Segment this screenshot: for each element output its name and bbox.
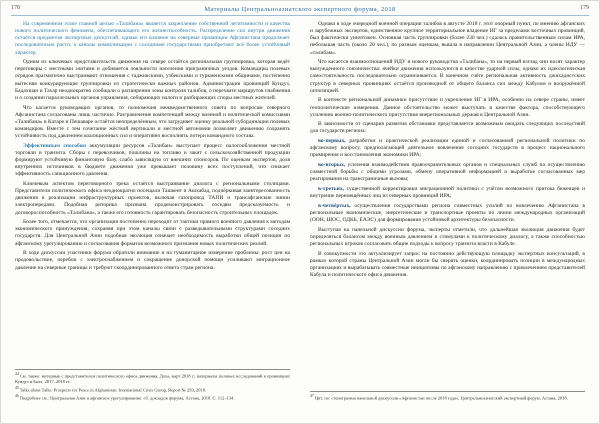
paragraph-lead: Эффективным способом (23, 142, 87, 149)
paragraph: Выступая на панельной дискуссии форума, эксперты отметили, что дальнейшая эволюция движения будет определяться балансом между военным давлением и стимулами к политическому диалогу, а также способностью региональных игроков согласовать общие подходы к вопросу транзита власти в Кабуле. (310, 226, 585, 247)
running-header (11, 1, 589, 16)
paragraph: В контексте региональной динамики присутствие и укрепление ИГ в ИРА, особенно на севере страны, имеет геополитические измерения. Данное обстоятельство может выступать в качестве фактора, способствующего усилению военно-политического присутствия внерегиональных держав в Центральной Азии. (310, 97, 585, 118)
paragraph-text: существенной корректировки миграционной политики с учётом возможного притока беженцев и внутренне перемещённых лиц из северных провинций ИРА; (310, 185, 585, 200)
paragraph: В ходе дискуссии участники форума обратили внимание и на гуманитарное измерение проблемы: рост цен на продовольствие, перебои с электроснабжением и сокращение донорской помощи усиливают миграционное давление на северные границы и требуют скоординированного ответа стран региона. (15, 250, 290, 271)
footnotes-right (310, 391, 585, 402)
paragraph: Однако в ходе очередной военной операции талибов в августе 2018 г. этот опорный пункт, по мнению афганских и зарубежных экспертов, единственное крупное территориальное владение ИГ за пределами восточных провинций, был фактически уничтожен. Основная часть группировки (более 230 чел.) сдалась правительственным силам ИРА, небольшая часть (около 20 чел.), по разным оценкам, вышла в направлении Центральной Азии, а члены ИДУ — «талибам». (310, 21, 585, 56)
paragraph-lead: в-четвёртых, (318, 202, 351, 209)
right-page-column (310, 21, 585, 402)
footnote-text: Цит. по: стенограмма панельной дискуссии «Афганистан после 2018 года», Центральноазиатский экспертный форум, Астана, 2018. (314, 395, 568, 401)
paragraph: Что касается руководящих органов, то полномочия межведомственного совета по вопросам северного Афганистана согласованы лишь частично. Разграничение компетенций между военной и политической комиссиями «Талибана» в Катаре и Пешаваре остаётся неопределённым, что затрудняет оценку реальной субординации полевых командиров. Вместе с тем сочетание жёсткой вертикали и местной автономии позволяет движению сохранять устойчивость под давлением коалиционных сил и оперативно восполнять потери командного состава. (15, 104, 290, 140)
paragraph-lead: во-вторых, (318, 162, 346, 169)
page-number-left: 178 (11, 5, 20, 11)
footnote (15, 372, 290, 385)
footnote (15, 394, 290, 401)
left-page-column (15, 21, 290, 402)
paragraph-text: осуществления государствами региона совместных усилий по вовлечению Афганистана в региональные экономические, энергетические и транспортные проекты по линии международных организаций (ООН, ШОС, ОДКБ, ЕАЭС) для формирования устойчивой архитектуры безопасности. (310, 202, 585, 224)
paragraph-lead: в-третьих, (318, 185, 344, 192)
paragraph (310, 138, 585, 159)
page-columns (1, 16, 599, 408)
footnote-text: Talks about Talks: Prospects for Peace in Afghanistan. International Crisis Group, Report № 293, 2018. (19, 387, 207, 392)
footnotes-left (15, 369, 290, 403)
paragraph (310, 203, 585, 224)
paragraph (15, 143, 290, 179)
paragraph (310, 186, 585, 200)
paragraph: В совокупности это актуализирует запрос на постоянно действующую площадку экспертных консультаций, в рамках которой страны Центральной Азии могли бы сверять оценки, координировать позиции в международных организациях и вырабатывать совместные инициативы по афганскому направлению с привлечением представителей Кабула и политического офиса движения. (310, 250, 585, 278)
footnote-text: См. также: интервью с представителем политического офиса движения, Доха, март 2018 г.; материалы полевых исследований в провинциях Кундуз и Балх, 2017–2018 гг. (15, 373, 290, 384)
paragraph: На современном этапе главной целью «Талибана» является закрепление собственной легитимности и качества нового политического феномена, обеспечивающего его жизнеспособность. Распределение сил внутри движения остаётся предметом экспертных дискуссий, однако его влияние на северные провинции Афганистана продолжает последовательно расти, а каналы коммуникации с соседними государствами приобретают всё более устойчивый характер. (15, 21, 290, 56)
footnote (310, 394, 585, 401)
footnote-text: Подробнее см.: Центральная Азия и афганское урегулирование: сб. докладов форума, Астана, 2018. С. 112–134. (19, 395, 235, 401)
footnote-number: 45 (15, 385, 19, 390)
paragraph: Одним из ключевых представительств движения на севере остаётся региональная группировка, которая ведёт переговоры с местными элитами и добивается лояльности населения приграничных уездов. Командиры полевых отрядов прагматично выстраивают отношения с таджикскими, узбекскими и туркменскими общинами, постепенно вытесняя конкурирующие группировки из стратегически важных районов. Администрации провинций Кундуз, Бадахшан и Тахар неоднократно сообщали о расширении зоны контроля талибов, о перехвате маршрутов снабжения и о создании параллельных органов управления, собирающих налоги и разбирающих споры местных жителей. (15, 59, 290, 101)
paragraph: Что касается взаимоотношений ИДУ и нового руководства «Талибана», то на первый взгляд они носят характер вынужденного союзничества: ячейки движения используются в качестве ударной силы, однако их идеологическая самостоятельность последовательно ограничивается. В конечном счёте региональная активность джихадистских структур в северных провинциях остаётся производной от общего баланса сил между Кабулом и вооружённой оппозицией. (310, 59, 585, 94)
footnote-number: 44 (15, 371, 19, 376)
paragraph (310, 162, 585, 183)
left-page-body (15, 21, 290, 367)
footnote (15, 386, 290, 393)
paragraph: Более того, отмечается, что организация постепенно переходит от тактики прямого военного давления к методам экономического принуждения, сохраняя при этом каналы связи с разведывательными структурами соседних государств. Для Центральной Азии подобная эволюция означает необходимость выработки общей позиции по афганскому урегулированию и согласования форматов возможного признания новых политических реалий. (15, 219, 290, 247)
right-page-body (310, 21, 585, 389)
footnote-number: 47 (310, 393, 314, 398)
header-title: Материалы Центральноазиатского экспертного форума, 2018 (204, 6, 396, 13)
footnote-number: 46 (15, 393, 19, 398)
paragraph-text: аккумуляции ресурсов «Талибан» выступает процесс налогообложения местной торговли и транзита. Сборы с перевозчиков, пошлины на топливо и закят с сельскохозяйственной продукции формируют устойчивую финансовую базу, слабо зависящую от внешних спонсоров. По оценкам экспертов, доля внутренних источников в бюджете движения уже превышает половину всех поступлений, что снижает эффективность санкционного давления. (15, 142, 290, 178)
paragraph-lead: во-первых, (318, 138, 346, 145)
page-number-right: 179 (580, 5, 589, 11)
paragraph-text: усиления взаимодействия правоохранительных органов и специальных служб по осуществлению совместной борьбы с общими угрозами, обмену оперативной информацией и выработке согласованных мер реагирования на трансграничные вызовы; (310, 162, 585, 183)
paragraph: В зависимости от сценария развития обстановки представляется возможным ожидать следующих последствий для государств региона: (310, 121, 585, 135)
paragraph: Ключевым аспектом переговорного трека остаётся выстраивание диалога с региональными столицами. Представители политического офиса неоднократно посещали Ташкент и Ашхабад, подчёркивая заинтересованность движения в реализации инфраструктурных проектов, включая газопровод ТАПИ и трансафганские линии электропередачи. Подобная риторика призвана продемонстрировать соседям предсказуемость и договороспособность «Талибана», а также его готовность гарантировать безопасность строительных площадок. (15, 180, 290, 216)
paragraph-text: разработки и практической реализации единой и согласованной региональной политики по афганскому вопросу, предполагающей деятельное вовлечение соседних государств в процесс национального примирения и восстановления экономики ИРА; (310, 138, 585, 159)
